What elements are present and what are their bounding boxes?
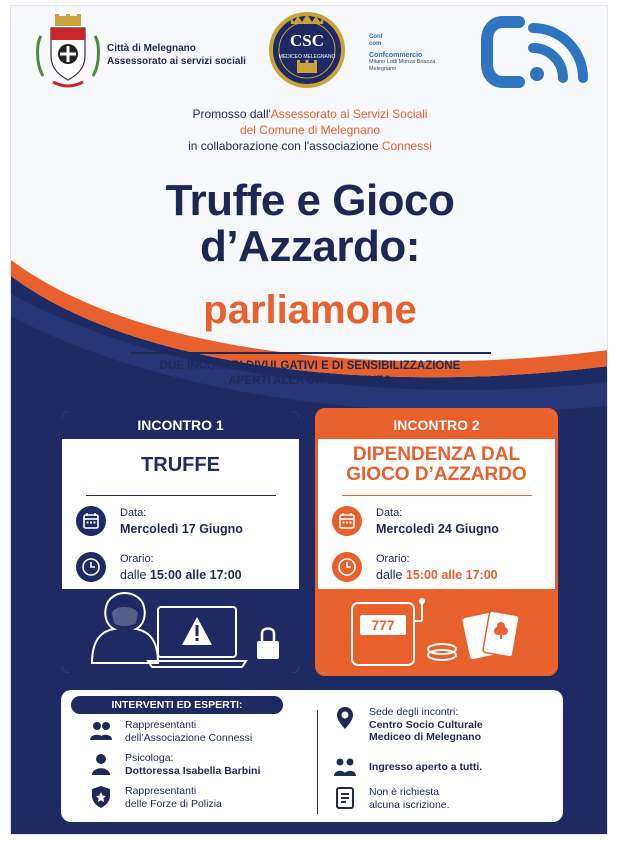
calendar-icon — [76, 506, 106, 536]
csc-seal-icon — [268, 10, 346, 94]
incontro-2-date: Data: Mercoledì 24 Giugno — [318, 502, 555, 542]
svg-text:777: 777 — [371, 617, 395, 633]
group-icon — [333, 756, 357, 780]
svg-text:MEDICEO MELEGNANO: MEDICEO MELEGNANO — [278, 54, 336, 60]
city-crest-icon — [33, 12, 103, 92]
main-title: Truffe e Gioco d’Azzardo: — [165, 176, 455, 271]
city-name: Città di Melegnano Assessorato ai servizi sociali — [107, 43, 246, 67]
tagline: DUE INCONTRI DIVULGATIVI E DI SENSIBILIZZAZIONE APERTI ALLA CITTADINANZA — [159, 360, 461, 387]
location-pin-icon — [333, 706, 357, 730]
document-icon — [333, 786, 357, 810]
incontro-1-topic: TRUFFE — [141, 454, 220, 476]
incontro-1-header: INCONTRO 1 — [62, 411, 299, 439]
connessi-logo-icon — [481, 14, 593, 90]
person-icon — [89, 752, 113, 776]
police-badge-icon — [89, 785, 113, 809]
incontro-2-header: INCONTRO 2 — [318, 411, 555, 439]
incontro-2-time: Orario: dalle 15:00 alle 17:00 — [318, 548, 555, 588]
incontro-2-divider — [342, 495, 532, 496]
incontro-1-card — [59, 408, 302, 676]
clock-icon — [76, 552, 106, 582]
hacker-laptop-icon — [62, 589, 299, 673]
experts-header: INTERVENTI ED ESPERTI: — [71, 696, 283, 714]
poster: Città di Melegnano Assessorato ai servizi sociali CSC MEDICEO MELEGNANO Conf com Confcommercio Milano Lodi Monza Brianza Melegnano Promosso dall'Assessorato ai Servizi Sociali del Comune di Melegnano in collaborazione con l'associazione Connessi Truffe e Gioco d’Azzardo: parliamone DUE INCONTRI DIVULGATIVI E DI SENSIBILIZZAZIONE APERTI ALLA CITTADINANZA INCONTRO 1 TRUFFE Data: Mercoledì 17 Giugno Orario: dalle 15:00 alle 17:00 INCONTRO 2 DIPENDENZA DAL GIOCO D’AZZARDO Data: Mercoledì 24 Giugno Orario: dalle 15:00 alle 17:00 777 INTERVENTI ED ESPERTI: Rappresentanti dell’Associazione Connessi Psicologa: Dottoressa Isabella Barbini Rappresentanti delle Forze di Polizia Sede degli incontri: Centro Socio Culturale Mediceo di Melegnano Ingresso aperto a tutti. Non è richiesta alcuna iscrizione. — [10, 5, 608, 835]
slot-machine-icon — [318, 589, 555, 673]
incontro-1-divider — [86, 495, 276, 496]
svg-text:CSC: CSC — [289, 31, 325, 50]
incontro-1-time: Orario: dalle 15:00 alle 17:00 — [62, 548, 299, 588]
confcommercio-logo-icon: Conf com Confcommercio Milano Lodi Monza Brianza Melegnano — [369, 34, 436, 72]
promoter-text: Promosso dall'Assessorato ai Servizi Sociali del Comune di Melegnano in collaborazione con l'associazione Connessi — [188, 107, 432, 153]
title-highlight: parliamone — [203, 288, 417, 332]
header — [11, 6, 608, 98]
title-divider — [131, 352, 491, 354]
incontro-2-topic: DIPENDENZA DAL GIOCO D’AZZARDO — [346, 444, 527, 485]
people-icon — [89, 719, 113, 743]
calendar-icon — [332, 506, 362, 536]
incontro-2-card — [315, 408, 558, 676]
clock-icon — [332, 552, 362, 582]
padlock-icon — [257, 641, 279, 659]
playing-cards-icon — [462, 611, 519, 660]
incontro-1-date: Data: Mercoledì 17 Giugno — [62, 502, 299, 542]
